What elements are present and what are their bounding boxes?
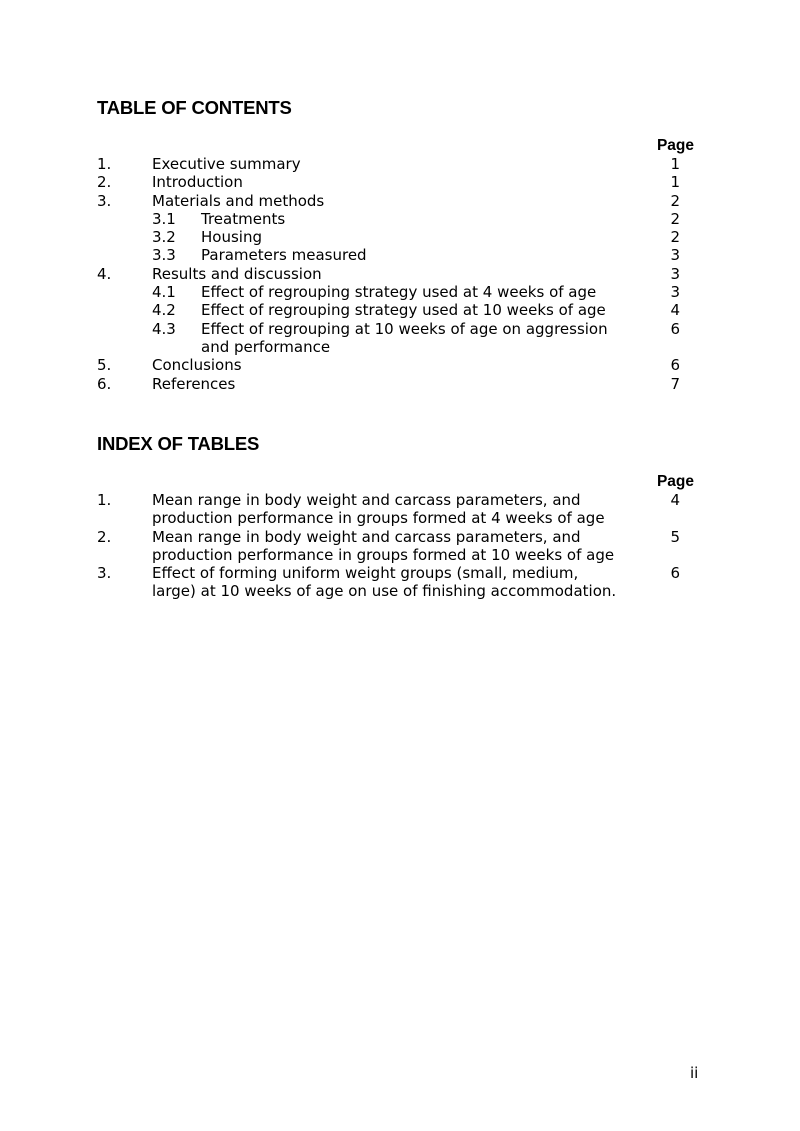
toc-entry [0, 155, 800, 173]
toc-page-column-header: Page [656, 137, 694, 154]
entry-subsection-number: 3.3 [152, 246, 176, 265]
toc-entry [0, 375, 800, 393]
entry-number: 1. [97, 155, 112, 173]
entry-title: Materials and methods [152, 191, 325, 210]
entry-page-number: 2 [670, 191, 680, 210]
entry-title: Introduction [152, 173, 243, 192]
entry-title: Effect of regrouping at 10 weeks of age on aggression and performance [201, 319, 608, 356]
entry-page-number: 3 [670, 264, 680, 283]
entry-subsection-number: 3.2 [152, 228, 176, 247]
entry-subsection-number: 3.1 [152, 209, 176, 228]
entry-title: References [152, 374, 236, 393]
entry-page-number: 6 [670, 319, 680, 338]
toc-entry [0, 173, 800, 191]
table-index-entry [0, 564, 800, 601]
toc-entry [0, 228, 800, 246]
tables-index-heading: INDEX OF TABLES [97, 433, 260, 454]
entry-page-number: 3 [670, 246, 680, 265]
entry-subsection-number: 4.3 [152, 319, 176, 338]
entry-title: Results and discussion [152, 264, 322, 283]
toc-entry [0, 356, 800, 374]
toc-entry [0, 192, 800, 210]
entry-title: Mean range in body weight and carcass parameters, and production performance in groups formed at 10 weeks of age [152, 527, 615, 564]
entry-page-number: 2 [670, 209, 680, 228]
entry-page-number: 1 [670, 155, 680, 173]
entry-title: Treatments [201, 209, 286, 228]
toc-entry [0, 210, 800, 228]
entry-page-number: 2 [670, 228, 680, 247]
entry-page-number: 4 [670, 491, 680, 509]
entry-title: Effect of regrouping strategy used at 10 weeks of age [201, 301, 606, 320]
tables-index-list [0, 491, 800, 601]
entry-page-number: 5 [670, 527, 680, 546]
entry-title: Executive summary [152, 155, 301, 173]
entry-number: 3. [97, 191, 112, 210]
entry-title: Effect of forming uniform weight groups (small, medium, large) at 10 weeks of age on use of finishing accommodation. [152, 564, 617, 601]
entry-title: Conclusions [152, 356, 242, 375]
toc-heading: TABLE OF CONTENTS [97, 97, 292, 118]
entry-subsection-number: 4.2 [152, 301, 176, 320]
entry-subsection-number: 4.1 [152, 283, 176, 302]
entry-title: Parameters measured [201, 246, 367, 265]
entry-number: 2. [97, 173, 112, 192]
entry-page-number: 7 [670, 374, 680, 393]
entry-number: 5. [97, 356, 112, 375]
entry-title: Mean range in body weight and carcass parameters, and production performance in groups formed at 4 weeks of age [152, 491, 605, 528]
entry-title: Effect of regrouping strategy used at 4 weeks of age [201, 283, 597, 302]
toc-entry [0, 283, 800, 301]
entry-number: 6. [97, 374, 112, 393]
entry-title: Housing [201, 228, 262, 247]
entry-page-number: 3 [670, 283, 680, 302]
page-number: ii [690, 1064, 699, 1082]
entry-page-number: 6 [670, 356, 680, 375]
entry-number: 4. [97, 264, 112, 283]
toc-entry [0, 246, 800, 264]
toc-entry [0, 265, 800, 283]
entry-page-number: 4 [670, 301, 680, 320]
toc-entry [0, 301, 800, 319]
entry-page-number: 1 [670, 173, 680, 192]
entry-number: 3. [97, 564, 112, 583]
toc-entry [0, 320, 800, 357]
tables-index-page-column-header: Page [656, 473, 694, 490]
table-index-entry [0, 491, 800, 528]
entry-page-number: 6 [670, 564, 680, 583]
entry-number: 2. [97, 527, 112, 546]
table-index-entry [0, 528, 800, 565]
toc-list [0, 155, 800, 393]
entry-number: 1. [97, 491, 112, 509]
